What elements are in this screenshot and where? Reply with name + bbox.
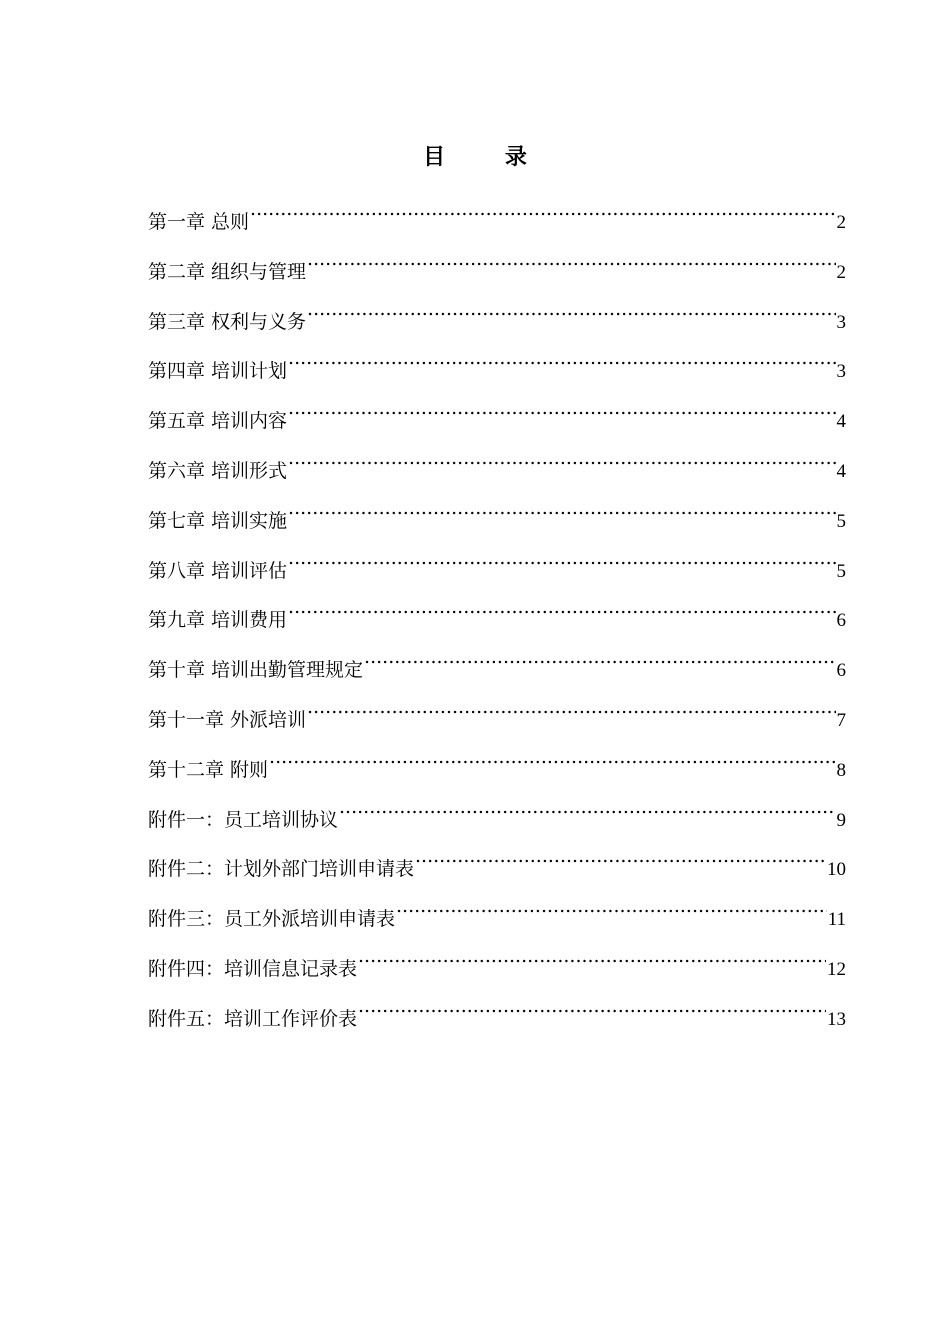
toc-dot-leader xyxy=(339,786,835,826)
toc-entry-label: 第五章 培训内容 xyxy=(148,410,288,433)
toc-entry[interactable] xyxy=(148,935,846,985)
toc-entry-page: 8 xyxy=(836,759,846,781)
toc-dot-leader xyxy=(358,935,826,975)
toc-entry-label: 附件五：培训工作评价表 xyxy=(148,1007,358,1030)
toc-entry-label: 附件一：员工培训协议 xyxy=(148,808,339,831)
toc-entry-page: 9 xyxy=(836,809,846,831)
toc-dot-leader xyxy=(307,686,835,726)
toc-dot-leader xyxy=(396,885,827,925)
toc-dot-leader xyxy=(307,238,835,278)
toc-entry[interactable] xyxy=(148,437,846,487)
toc-dot-leader xyxy=(307,288,835,328)
toc-entry-label: 第八章 培训评估 xyxy=(148,559,288,582)
toc-entry-label: 第一章 总则 xyxy=(148,211,250,233)
toc-entry[interactable] xyxy=(148,586,846,636)
toc-entry-label: 第二章 组织与管理 xyxy=(148,260,307,283)
toc-entry-page: 3 xyxy=(836,361,846,383)
toc-entry-page: 4 xyxy=(836,411,846,433)
toc-entry-page: 6 xyxy=(836,660,846,682)
toc-entry[interactable] xyxy=(148,686,846,736)
toc-entry[interactable] xyxy=(148,238,846,288)
toc-entry-page: 3 xyxy=(836,311,846,333)
toc-dot-leader xyxy=(358,985,826,1025)
toc-entry[interactable] xyxy=(148,736,846,786)
toc-entry-page: 6 xyxy=(836,610,846,632)
toc-entry-label: 第十一章 外派培训 xyxy=(148,708,307,731)
toc-entry[interactable] xyxy=(148,487,846,537)
toc-dot-leader xyxy=(288,437,835,477)
toc-entry[interactable] xyxy=(148,387,846,437)
toc-entry[interactable] xyxy=(148,636,846,686)
toc-dot-leader xyxy=(288,586,835,626)
toc-entry-page: 10 xyxy=(827,859,846,881)
toc-dot-leader xyxy=(288,387,835,427)
toc-entry-label: 附件四：培训信息记录表 xyxy=(148,957,358,980)
toc-entry[interactable] xyxy=(148,337,846,387)
toc-entry-page: 5 xyxy=(836,560,846,582)
toc-entry-page: 5 xyxy=(836,510,846,532)
toc-dot-leader xyxy=(288,537,835,577)
toc-entry-label: 第四章 培训计划 xyxy=(148,360,288,383)
toc-entry-page: 12 xyxy=(827,958,846,980)
toc-entry-label: 第九章 培训费用 xyxy=(148,609,288,632)
toc-dot-leader xyxy=(415,835,826,875)
toc-entry[interactable] xyxy=(148,288,846,338)
toc-entry-page: 7 xyxy=(836,709,846,731)
toc-entry-label: 第十章 培训出勤管理规定 xyxy=(148,659,364,682)
toc-entry-page: 2 xyxy=(836,212,846,233)
toc-entry-label: 第七章 培训实施 xyxy=(148,509,288,532)
toc-dot-leader xyxy=(364,636,835,676)
toc-entry-label: 附件三：员工外派培训申请表 xyxy=(148,908,396,931)
toc-entry[interactable] xyxy=(148,188,846,238)
toc-entry-page: 11 xyxy=(827,909,846,931)
toc-dot-leader xyxy=(288,487,835,527)
toc-dot-leader xyxy=(250,188,835,228)
toc-entry-label: 附件二：计划外部门培训申请表 xyxy=(148,858,415,881)
toc-entry[interactable] xyxy=(148,985,846,1035)
toc-entry-label: 第六章 培训形式 xyxy=(148,459,288,482)
toc-entry[interactable] xyxy=(148,786,846,836)
toc-list xyxy=(148,188,846,1035)
toc-entry-label: 第三章 权利与义务 xyxy=(148,310,307,333)
toc-dot-leader xyxy=(269,736,835,776)
toc-entry-page: 2 xyxy=(836,261,846,283)
toc-entry[interactable] xyxy=(148,537,846,587)
toc-entry-page: 4 xyxy=(836,460,846,482)
toc-dot-leader xyxy=(288,337,835,377)
toc-entry[interactable] xyxy=(148,885,846,935)
toc-entry-page: 13 xyxy=(827,1008,846,1030)
toc-entry[interactable] xyxy=(148,835,846,885)
toc-title: 目 录 xyxy=(423,145,553,170)
toc-entry-label: 第十二章 附则 xyxy=(148,758,269,781)
